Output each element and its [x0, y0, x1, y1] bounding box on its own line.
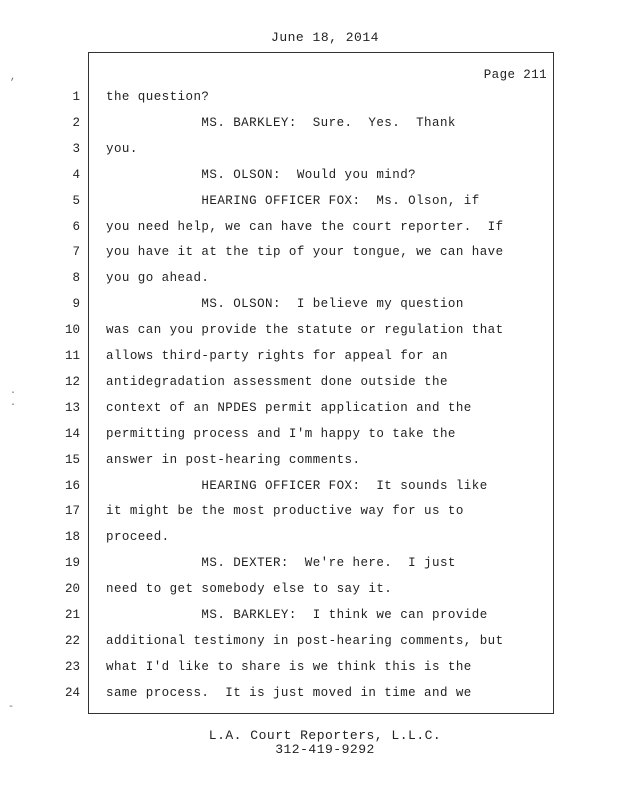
line-number: 1	[72, 90, 80, 104]
scan-mark: ,	[10, 72, 17, 83]
transcript-line: MS. OLSON: I believe my question	[106, 297, 464, 312]
line-number: 17	[64, 504, 80, 519]
line-number: 11	[64, 349, 80, 363]
line-number: 18	[64, 530, 80, 545]
transcript-line: HEARING OFFICER FOX: Ms. Olson, if	[106, 193, 480, 208]
line-number: 8	[72, 271, 80, 286]
line-number: 20	[64, 582, 80, 597]
transcript-line: what I'd like to share is we think this is the	[106, 659, 472, 674]
transcript-line: MS. BARKLEY: I think we can provide	[106, 608, 488, 622]
line-number: 19	[64, 556, 80, 571]
transcript-line: MS. DEXTER: We're here. I just	[106, 556, 456, 571]
line-number: 4	[72, 167, 80, 182]
line-number: 2	[72, 115, 80, 130]
transcript-line: same process. It is just moved in time and we	[106, 685, 472, 700]
transcript-line: you need help, we can have the court reporter. If	[106, 219, 504, 234]
transcript-line: permitting process and I'm happy to take the	[106, 426, 456, 441]
line-number: 23	[64, 659, 80, 674]
line-number: 7	[72, 245, 80, 260]
transcript-line: you go ahead.	[106, 271, 210, 286]
transcript-line: MS. OLSON: Would you mind?	[106, 167, 417, 182]
footer-company: L.A. Court Reporters, L.L.C.	[208, 728, 442, 743]
line-number: 12	[64, 374, 80, 389]
line-number: 16	[64, 478, 80, 493]
scan-mark: ·	[10, 400, 17, 411]
line-number: 15	[64, 452, 80, 467]
footer-phone: 312-419-9292	[275, 742, 375, 757]
page-date: June 18, 2014	[271, 30, 379, 45]
line-number: 10	[64, 323, 80, 338]
transcript-line: MS. BARKLEY: Sure. Yes. Thank	[106, 115, 456, 130]
line-number: 14	[64, 426, 80, 441]
transcript-line: you.	[106, 141, 138, 156]
transcript-line: additional testimony in post-hearing comments, but	[106, 633, 504, 648]
transcript-line: context of an NPDES permit application and the	[106, 400, 472, 415]
line-number: 5	[72, 193, 80, 208]
transcript-line: need to get somebody else to say it.	[106, 582, 393, 597]
page-number-label: Page 211	[483, 68, 547, 82]
line-number: 22	[64, 633, 80, 648]
transcript-line: you have it at the tip of your tongue, we can have	[106, 245, 504, 260]
transcript-line: allows third-party rights for appeal for an	[106, 349, 448, 363]
transcript-line: it might be the most productive way for us to	[106, 504, 464, 519]
line-number: 6	[72, 219, 80, 234]
line-number: 3	[72, 141, 80, 156]
scan-mark: ·	[10, 388, 17, 399]
scan-mark: ‐	[8, 702, 15, 713]
transcript-line: answer in post-hearing comments.	[106, 452, 361, 467]
transcript-line: antidegradation assessment done outside the	[106, 374, 448, 389]
transcript-line: HEARING OFFICER FOX: It sounds like	[106, 478, 488, 493]
transcript-line: was can you provide the statute or regulation that	[106, 323, 504, 338]
line-number: 21	[64, 608, 80, 622]
transcript-line: proceed.	[106, 530, 170, 545]
line-number: 13	[64, 400, 80, 415]
line-number: 24	[64, 685, 80, 700]
transcript-line: the question?	[106, 90, 210, 104]
line-number: 9	[72, 297, 80, 312]
